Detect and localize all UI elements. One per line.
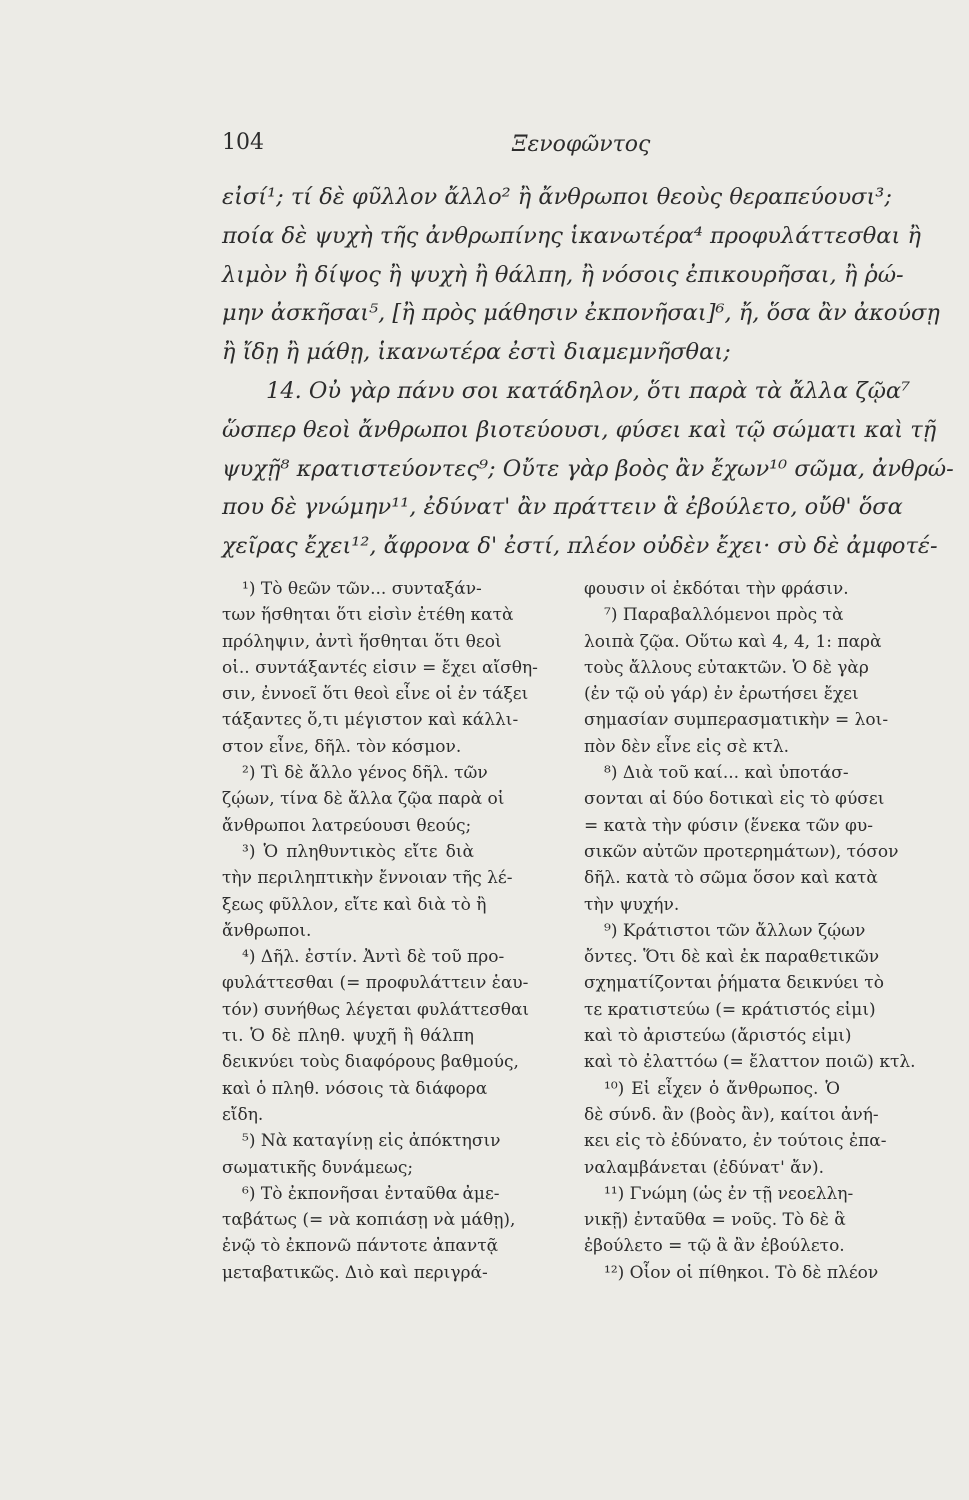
footnote-line: σημασίαν συμπερασματικὴν = λοι- (584, 710, 889, 731)
footnote-line: φουσιν οἱ ἐκδόται τὴν φράσιν. (584, 579, 849, 599)
page-number: 104 (222, 130, 264, 155)
main-text (222, 178, 954, 566)
footnote-line: ⁴) Δῆλ. ἐστίν. Ἀντὶ δὲ τοῦ προ- (242, 947, 505, 968)
running-title: Ξενοφῶντος (512, 132, 651, 157)
footnote-line: ἐνῷ τὸ ἐκπονῶ πάντοτε ἀπαντᾷ (222, 1236, 499, 1257)
footnote-line: ζῴων, τίνα δὲ ἄλλα ζῷα παρὰ οἱ (222, 789, 505, 810)
footnote-line: δὲ σύνδ. ἂν (βοὸς ἂν), καίτοι ἀνή- (584, 1104, 879, 1125)
footnote-line: φυλάττεσθαι (= προφυλάττειν ἑαυ- (222, 973, 529, 994)
footnote-line: καὶ ὁ πληθ. νόσοις τὰ διάφορα (222, 1078, 488, 1099)
footnote-line: σωματικῆς δυνάμεως; (222, 1157, 414, 1178)
footnote-line: πὸν δὲν εἶνε εἰς σὲ κτλ. (584, 736, 789, 757)
footnote-line: ⁹) Κράτιστοι τῶν ἄλλων ζῴων (604, 920, 866, 941)
footnotes-right-column (584, 576, 916, 1286)
footnote-line: ναλαμβάνεται (ἐδύνατ' ἄν). (584, 1157, 824, 1178)
footnote-line: λοιπὰ ζῷα. Οὕτω καὶ 4, 4, 1: παρὰ (584, 631, 882, 652)
footnote-line: ¹²) Οἷον οἱ πίθηκοι. Τὸ δὲ πλέον (604, 1262, 879, 1283)
footnote-line: σιν, ἐννοεῖ ὅτι θεοὶ εἶνε οἱ ἐν τάξει (222, 684, 529, 705)
text-line: μην ἀσκῆσαι⁵, [ἢ πρὸς μάθησιν ἐκπονῆσαι]⁶, ἤ, ὅσα ἂν ἀκούσῃ (222, 300, 940, 327)
footnote-line: καὶ τὸ ἐλαττόω (= ἔλαττον ποιῶ) κτλ. (584, 1052, 916, 1073)
footnote-line: ²) Τὶ δὲ ἄλλο γένος δῆλ. τῶν (242, 763, 488, 784)
footnote-line: στον εἶνε, δῆλ. τὸν κόσμον. (222, 736, 462, 757)
footnote-line: ¹⁰) Εἰ εἶχεν ὁ ἄνθρωπος. Ὁ (604, 1078, 840, 1099)
footnote-line: τι. Ὁ δὲ πληθ. ψυχῆ ἢ θάλπη (222, 1026, 474, 1047)
text-line: εἰσί¹; τί δὲ φῦλλον ἄλλο² ἢ ἄνθρωποι θεοὺς θεραπεύουσι³; (222, 184, 892, 210)
footnote-line: των ἥσθηται ὅτι εἰσὶν ἐτέθη κατὰ (222, 605, 514, 626)
footnote-line: ἄνθρωποι. (222, 920, 312, 941)
footnote-line: ⁶) Τὸ ἐκπονῆσαι ἐνταῦθα ἀμε- (242, 1183, 500, 1204)
text-line: 14. Οὐ γὰρ πάνυ σοι κατάδηλον, ὅτι παρὰ τὰ ἄλλα ζῷα⁷ (266, 377, 911, 404)
footnote-line: ⁵) Νὰ καταγίνῃ εἰς ἀπόκτησιν (242, 1131, 501, 1152)
footnote-line: καὶ τὸ ἀριστεύω (ἄριστός εἰμι) (584, 1026, 852, 1047)
footnote-line: οἱ.. συντάξαντές εἰσιν = ἔχει αἴσθη- (222, 657, 538, 678)
footnote-line: μεταβατικῶς. Διὸ καὶ περιγρά- (222, 1262, 488, 1283)
footnote-line: τάξαντες ὅ,τι μέγιστον καὶ κάλλι- (222, 710, 519, 731)
footnote-line: (ἐν τῷ οὐ γάρ) ἐν ἐρωτήσει ἔχει (584, 684, 859, 705)
footnote-line: κει εἰς τὸ ἐδύνατο, ἐν τούτοις ἐπα- (584, 1131, 887, 1152)
footnote-line: ταβάτως (= νὰ κοπιάσῃ νὰ μάθῃ), (222, 1210, 516, 1231)
text-line: ἢ ἴδῃ ἢ μάθῃ, ἱκανωτέρα ἐστὶ διαμεμνῆσθαι; (222, 339, 731, 366)
footnote-line: ἐβούλετο = τῷ ἃ ἂν ἐβούλετο. (584, 1236, 845, 1257)
footnote-line: ³) Ὁ πληθυντικὸς εἴτε διὰ (242, 841, 474, 862)
footnote-line: ¹) Τὸ θεῶν τῶν... συνταξάν- (242, 579, 482, 599)
footnote-line: σχηματίζονται ῥήματα δεικνύει τὸ (584, 973, 884, 994)
footnote-line: ⁸) Διὰ τοῦ καί... καὶ ὑποτάσ- (604, 763, 849, 784)
text-line: ὥσπερ θεοὶ ἄνθρωποι βιοτεύουσι, φύσει καὶ τῷ σώματι καὶ τῇ (222, 416, 937, 443)
footnote-line: τὴν περιληπτικὴν ἔννοιαν τῆς λέ- (222, 868, 513, 889)
footnote-line: ¹¹) Γνώμη (ὡς ἐν τῇ νεοελλη- (604, 1183, 854, 1204)
footnote-line: πρόληψιν, ἀντὶ ἥσθηται ὅτι θεοὶ (222, 631, 502, 652)
footnote-line: τε κρατιστεύω (= κράτιστός εἰμι) (584, 999, 876, 1020)
footnote-line: ⁷) Παραβαλλόμενοι πρὸς τὰ (604, 605, 844, 626)
footnotes-left-column (222, 576, 538, 1286)
footnote-line: σικῶν αὐτῶν προτερημάτων), τόσον (584, 841, 899, 862)
footnote-line: νικῇ) ἐνταῦθα = νοῦς. Τὸ δὲ ἃ (584, 1210, 846, 1231)
text-line: χεῖρας ἔχει¹², ἄφρονα δ' ἐστί, πλέον οὐδὲν ἔχει· σὺ δὲ ἀμφοτέ- (222, 533, 938, 560)
footnote-line: εἴδη. (222, 1104, 264, 1125)
footnote-line: = κατὰ τὴν φύσιν (ἕνεκα τῶν φυ- (584, 815, 874, 836)
text-line: λιμὸν ἢ δίψος ἢ ψυχὴ ἢ θάλπη, ἢ νόσοις ἐπικουρῆσαι, ἢ ῥώ- (222, 261, 904, 288)
text-line: ποία δὲ ψυχὴ τῆς ἀνθρωπίνης ἱκανωτέρα⁴ προφυλάττεσθαι ἢ (222, 222, 921, 249)
footnote-line: σονται αἱ δύο δοτικαὶ εἰς τὸ φύσει (584, 789, 885, 810)
footnote-line: τόν) συνήθως λέγεται φυλάττεσθαι (222, 999, 530, 1020)
footnote-line: δεικνύει τοὺς διαφόρους βαθμούς, (222, 1052, 519, 1073)
footnote-line: ὄντες. Ὅτι δὲ καὶ ἐκ παραθετικῶν (584, 947, 880, 968)
footnote-line: τὴν ψυχήν. (584, 894, 680, 915)
text-line: που δὲ γνώμην¹¹, ἐδύνατ' ἂν πράττειν ἃ ἐβούλετο, οὔθ' ὅσα (222, 494, 903, 521)
footnote-line: ξεως φῦλλον, εἴτε καὶ διὰ τὸ ἢ (222, 894, 487, 915)
footnote-line: τοὺς ἄλλους εὐτακτῶν. Ὁ δὲ γὰρ (584, 657, 869, 678)
page-header (222, 130, 744, 164)
text-line: ψυχῇ⁸ κρατιστεύοντες⁹; Οὔτε γὰρ βοὸς ἂν ἔχων¹⁰ σῶμα, ἀνθρώ- (222, 455, 954, 482)
footnote-line: ἄνθρωποι λατρεύουσι θεούς; (222, 815, 472, 836)
footnote-line: δῆλ. κατὰ τὸ σῶμα ὅσον καὶ κατὰ (584, 868, 878, 889)
